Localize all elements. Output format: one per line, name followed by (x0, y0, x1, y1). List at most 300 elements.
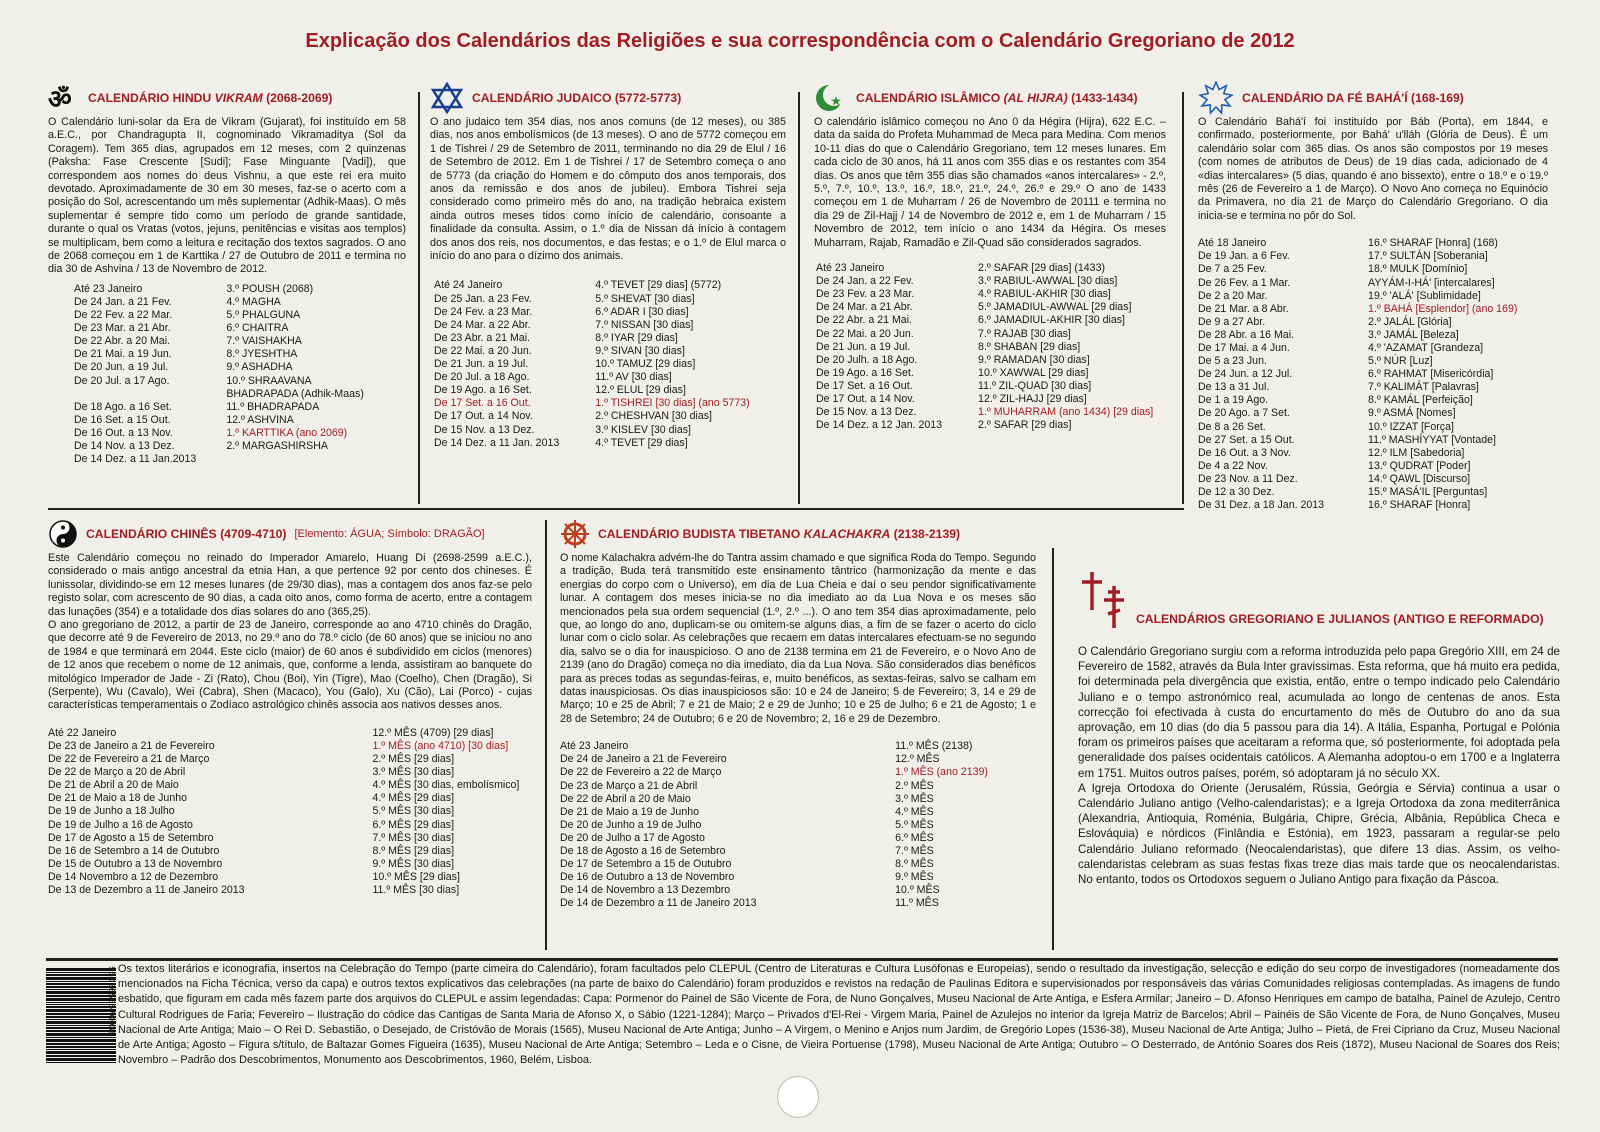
date-range-cell: De 16 Out. a 3 Nov. (1198, 446, 1291, 459)
month-cell: 2.º SAFAR [29 dias] (1433) (978, 262, 1105, 275)
month-cell: 7.º VAISHAKHA (226, 335, 302, 348)
month-cell: 12.º ELUL [29 dias] (595, 384, 686, 397)
section-text: Este Calendário começou no reinado do Imperador Amarelo, Huang Di (2698-2599 a.E.C.), considerado o mais antigo ancestral da etnia Han, a que pertence 92 por cento dos chineses. É lunissolar, dividindo-se em 12 meses lunares (de 29/30 dias), mas a contagem dos anos faz-se pelo registo solar, com acrescento de 90 dias, a cada oito anos, como forma de acerto, entre a contagem das lunações (354) e a totalidade dos dias solares do ano (365,25). (48, 552, 532, 618)
month-cell (226, 453, 364, 466)
month-cell: 8.º IYAR [29 dias] (595, 331, 678, 344)
month-cell: 2.º MÊS (895, 779, 934, 792)
month-cell: 11.º ZIL-QUAD [30 dias] (978, 379, 1092, 392)
month-cell: 4.º MAGHA (226, 295, 281, 308)
date-range-cell: De 14 Dez. a 11 Jan. 2013 (434, 436, 560, 449)
section-text: O ano judaico tem 354 dias, nos anos comuns (de 12 meses), ou 385 dias, nos anos embolísmicos (de 13 meses). O ano de 5772 começou em 1 de Tishrei / 29 de Setembro de 2011, terminando no dia 29 de Elul / 16 de Setembro de 2012. Em 1 de Tishrei / 17 de Setembro começa o ano de 5773 (da criação do Homem e do cômputo dos anos temporais, dos anos da remissão e dos anos de jubileu). Embora Tishrei seja considerado como primeiro mês do ano, na tradição hebraica existem ainda outros meses tidos como início de calendário, consoante a finalidade da consulta. Assim, o 1.º dia de Nissan dá início à contagem dos anos dos reis, nos documentos, e das festas; e o 1.º de Elul marca o início do ano para o dízimo dos animais. (430, 116, 786, 263)
table-row (434, 397, 750, 410)
month-cell: 8.º JYESHTHA (226, 348, 298, 361)
chines-month-table (48, 727, 528, 897)
table-row (74, 335, 364, 348)
table-row (74, 414, 364, 427)
table-row (816, 341, 1153, 354)
month-cell: 12.º ILM [Sabedoria] (1368, 446, 1465, 459)
date-range-cell: De 23 Nov. a 11 Dez. (1198, 472, 1298, 485)
date-range-cell: De 23 de Março a 21 de Abril (560, 779, 698, 792)
month-cell: 7.º NISSAN [30 dias] (595, 318, 694, 331)
date-range-cell: De 16 de Setembro a 14 de Outubro (48, 844, 220, 857)
table-row (434, 384, 750, 397)
divider (545, 520, 547, 950)
date-range-cell: De 7 a 25 Fev. (1198, 263, 1267, 276)
table-row (434, 410, 750, 423)
table-row (434, 319, 750, 332)
month-cell: 19.º 'ALÁ' [Sublimidade] (1368, 289, 1481, 302)
month-cell: 11.º AV [30 dias] (595, 371, 672, 384)
date-range-cell: De 17 Set. a 16 Out. (434, 397, 531, 410)
month-cell: 10.º MÊS (895, 884, 940, 897)
month-cell: 1.º MÊS (ano 2139) (895, 766, 988, 779)
month-cell: 7.º MÊS (895, 845, 934, 858)
table-row (1198, 329, 1517, 342)
month-cell: 5.º MÊS (895, 818, 934, 831)
month-cell: 3.º KISLEV [30 dias] (595, 423, 691, 436)
month-cell: 1.º BAHÁ [Esplendor] (ano 169) (1368, 302, 1518, 315)
table-row (74, 375, 364, 388)
month-cell: 9.º RAMADAN [30 dias] (978, 353, 1090, 366)
table-row (560, 806, 1000, 819)
date-range-cell: De 21 de Abril a 20 de Maio (48, 779, 179, 792)
judaico-month-table (434, 279, 750, 449)
table-row (816, 328, 1153, 341)
table-row (816, 367, 1153, 380)
divider (418, 92, 420, 504)
section-title: ॐ CALENDÁRIO HINDU VIKRAM (2068-2069) (48, 84, 406, 112)
month-cell: 3.º MÊS (895, 792, 934, 805)
month-cell: 1.º MÊS (ano 4710) [30 dias] (372, 739, 509, 752)
budista-month-table (560, 740, 1000, 910)
date-range-cell: Até 23 Janeiro (816, 262, 885, 275)
date-range-cell: De 24 Jan. a 21 Fev. (74, 295, 172, 308)
date-range-cell: De 24 Mar. a 22 Abr. (434, 318, 531, 331)
svg-text:ॐ: ॐ (48, 85, 72, 112)
date-range-cell: De 1 a 19 Ago. (1198, 394, 1269, 407)
table-row (816, 380, 1153, 393)
month-cell: 10.º MÊS [29 dias] (372, 870, 460, 883)
section-title: CALENDÁRIO ISLÂMICO (AL HIJRA) (1433-1434) (814, 84, 1166, 112)
month-cell: 17.º SULTÁN [Soberania] (1368, 250, 1488, 263)
section-subtitle: [Elemento: ÁGUA; Símbolo: DRAGÃO] (294, 528, 485, 540)
section-title: CALENDÁRIO BUDISTA TIBETANO KALACHAKRA (2138-2139) (560, 520, 1036, 548)
month-cell: 12.º ZIL-HAJJ [29 dias] (978, 393, 1087, 405)
table-row (816, 406, 1153, 419)
month-cell: 6.º JAMADIUL-AKHIR [30 dias] (978, 314, 1125, 327)
month-cell: 4.º RABIUL-AKHIR [30 dias] (978, 288, 1111, 301)
date-range-cell: De 17 Set. a 16 Out. (816, 379, 913, 392)
date-range-cell: De 17 de Setembro a 15 de Outubro (560, 858, 732, 871)
table-row (560, 884, 1000, 897)
date-range-cell: De 15 Nov. a 13 Dez. (816, 406, 917, 419)
date-range-cell: Até 23 Janeiro (74, 282, 143, 295)
month-cell: 7.º KALIMÁT [Palavras] (1368, 381, 1479, 394)
table-row (74, 296, 364, 309)
month-cell: 2.º SAFAR [29 dias] (978, 419, 1072, 432)
month-cell: 5.º SHEVAT [30 dias] (595, 292, 695, 305)
table-row (816, 262, 1153, 275)
table-row (560, 845, 1000, 858)
table-row (74, 309, 364, 322)
table-row (74, 283, 364, 296)
table-row (1198, 486, 1517, 499)
month-cell: 1.º MUHARRAM (ano 1434) [29 dias] (978, 406, 1154, 419)
section-text: O Calendário luni-solar da Era de Vikram (Gujarat), foi instituído em 58 a.E.C., por Chandragupta II, cognominado Vikramaditya (Sol da Coragem). Tem 365 dias, agrupados em 12 meses, com 2 quinzenas (Paksha: Fase Crescente [Sudi]; Fase Minguante [Vadi]), que correspondem aos nomes do deus Vishnu, a que este rei era muito devotado. Aproximadamente de 30 em 30 meses, faz-se o acerto com a posição do Sol, acrescentando um mês suplementar (Adhik-Maas). O mês suplementar é sempre tido como um período de grande santidade, durante o qual os Vratas (votos, jejuns, penitências e visitas aos templos) se multiplicam, bem como a leitura e recitação dos textos sagrados. O ano de 2068 começou em 1 de Karttika / 27 de Outubro de 2011 e termina no dia 30 de Ashvina / 13 de Novembro de 2012. (48, 116, 406, 276)
date-range-cell: De 22 de Março a 20 de Abril (48, 766, 186, 779)
date-range-cell: De 14 Novembro a 12 de Dezembro (48, 870, 219, 883)
date-range-cell: De 22 Abr. a 20 Mai. (74, 335, 170, 348)
table-row (434, 279, 750, 292)
date-range-cell: De 19 de Julho a 16 de Agosto (48, 818, 193, 831)
date-range-cell: De 21 Mar. a 8 Abr. (1198, 302, 1289, 315)
date-range-cell: Até 24 Janeiro (434, 279, 503, 292)
month-cell: 4.º TEVET [29 dias] (5772) (595, 279, 722, 292)
month-cell: 11.º BHADRAPADA (226, 400, 320, 413)
month-cell: 11.º MÊS [30 dias] (372, 884, 460, 896)
date-range-cell: De 23 de Janeiro a 21 de Fevereiro (48, 739, 215, 752)
date-range-cell: De 5 a 23 Jun. (1198, 355, 1267, 368)
date-range-cell: De 17 Out. a 14 Nov. (816, 393, 915, 405)
date-range-cell: De 18 de Agosto a 16 de Setembro (560, 845, 726, 858)
date-range-cell: De 20 Ago. a 7 Set. (1198, 407, 1290, 420)
month-cell: AYYÁM-I-HÁ' [intercalares] (1368, 276, 1495, 289)
date-range-cell: De 26 Fev. a 1 Mar. (1198, 276, 1291, 289)
date-range-cell: De 21 Jun. a 19 Jul. (816, 340, 911, 353)
table-row (1198, 460, 1517, 473)
date-range-cell: De 31 Dez. a 18 Jan. 2013 (1198, 499, 1325, 512)
date-range-cell: De 24 Mar. a 21 Abr. (816, 301, 913, 314)
date-range-cell: De 25 Jan. a 23 Fev. (434, 292, 532, 305)
section-text: O calendário islâmico começou no Ano 0 da Hégira (Hijra), 622 E.C. – data da saída do Profeta Muhammad de Meca para Medina. Com menos 10-11 dias do que o Calendário Gregoriano, tem 12 meses lunares. Em cada ciclo de 30 anos, há 11 anos com 355 dias e os restantes com 354 dias. Os anos que têm 355 dias são chamados «anos intercalares» - 2.º, 5.º, 7.º, 10.º, 13.º, 16.º, 18.º, 21.º, 24.º, 26.º e 29.º O ano de 1433 começou em 1 de Muharram / 26 de Novembro de 20111 e termina no dia 29 de Zil-Hajj / 14 de Novembro de 2012 e, em 1 de Muharram / 15 Novembro de 2012, tem início o ano 1434 da Hégira. Os meses Muharram, Rajab, Ramadão e Zil-Quad são considerados sagrados. (814, 116, 1166, 249)
month-cell: 4.º MÊS [30 dias, embolísmico] (372, 779, 520, 792)
table-row (1198, 250, 1517, 263)
table-row (74, 427, 364, 440)
table-row (560, 780, 1000, 793)
month-cell: 16.º SHARAF [Honra] (168) (1368, 237, 1498, 250)
month-cell: 5.º PHALGUNA (226, 309, 301, 322)
islamico-month-table (816, 262, 1153, 432)
divider (1182, 92, 1184, 504)
date-range-cell: De 14 Dez. a 11 Jan.2013 (74, 453, 197, 466)
month-cell: 7.º MÊS [30 dias] (372, 831, 455, 844)
date-range-cell (74, 388, 226, 401)
table-row (560, 819, 1000, 832)
bahai-month-table (1198, 237, 1517, 512)
dharma-wheel-icon (560, 519, 590, 549)
date-range-cell: De 22 de Abril a 20 de Maio (560, 792, 691, 805)
nine-point-star-icon (1198, 81, 1234, 115)
table-row (48, 805, 528, 818)
month-cell: 3.º POUSH (2068) (226, 282, 314, 295)
table-row (48, 779, 528, 792)
month-cell: 6.º MÊS [29 dias] (372, 818, 455, 831)
month-cell: 6.º ADAR I [30 dias] (595, 305, 689, 318)
month-cell: 5.º NÚR [Luz] (1368, 355, 1433, 368)
month-cell: 8.º MÊS (895, 858, 934, 871)
table-row (1198, 316, 1517, 329)
section-text: O Calendário Bahá'í foi instituído por Báb (Porta), em 1844, e confirmado, posteriormente, por Bahá' u'lláh (Glória de Deus). É um calendário solar com 365 dias. Os anos são compostos por 19 meses (com nomes de atributos de Deus) de 19 dias cada, adicionado de 4 «dias intercalares» (5 dias, quando é ano bissexto), entre o 18.º e o 19.º mês (26 de Fevereiro a 1 de Março). O Novo Ano começa no Equinócio da Primavera, no dia 21 de Março do Calendário Gregoriano. O dia inicia-se e termina no pôr do Sol. (1198, 116, 1548, 222)
table-row (1198, 421, 1517, 434)
month-cell: 11.º MASHÍYYAT [Vontade] (1368, 433, 1496, 446)
hindu-month-table (74, 283, 364, 466)
table-row (1198, 394, 1517, 407)
month-cell: 4.º 'AZAMAT [Grandeza] (1368, 342, 1484, 354)
month-cell: 2.º MÊS [29 dias] (372, 753, 455, 766)
table-row (560, 871, 1000, 884)
section-bahai (1198, 84, 1548, 512)
table-row (74, 322, 364, 335)
table-row (48, 858, 528, 871)
month-cell: 1.º TISHREI [30 dias] (ano 5773) (595, 397, 750, 410)
date-range-cell: Até 22 Janeiro (48, 726, 117, 739)
month-cell: 3.º JAMÁL [Beleza] (1368, 328, 1459, 341)
table-row (48, 753, 528, 766)
section-title: CALENDÁRIO JUDAICO (5772-5773) (430, 84, 786, 112)
month-cell: 5.º JAMADIUL-AWWAL [29 dias] (978, 301, 1132, 314)
table-row (1198, 381, 1517, 394)
date-range-cell: Até 23 Janeiro (560, 740, 629, 753)
date-range-cell: De 20 de Julho a 17 de Agosto (560, 831, 705, 844)
month-cell: 7.º RAJAB [30 dias] (978, 327, 1071, 340)
table-row (816, 419, 1153, 432)
month-cell: 16.º SHARAF [Honra] (1368, 499, 1471, 512)
month-cell: 15.º MASÁ'IL [Perguntas] (1368, 486, 1488, 499)
table-row (74, 401, 364, 414)
month-cell: 8.º MÊS [29 dias] (372, 844, 455, 857)
date-range-cell: De 24 Fev. a 23 Mar. (434, 305, 533, 318)
month-cell: 12.º ASHVINA (226, 413, 294, 426)
date-range-cell: De 2 a 20 Mar. (1198, 289, 1268, 302)
date-range-cell: De 20 Jun. a 19 Jul. (74, 361, 169, 374)
date-range-cell: De 24 Jun. a 12 Jul. (1198, 368, 1293, 381)
om-icon (48, 84, 80, 112)
date-range-cell: De 16 Set. a 15 Out. (74, 413, 171, 426)
section-islamico (814, 84, 1166, 432)
table-row (1198, 368, 1517, 381)
table-row (48, 766, 528, 779)
month-cell: 9.º MÊS [30 dias] (372, 857, 455, 870)
date-range-cell: De 15 Nov. a 13 Dez. (434, 423, 535, 436)
table-row (1198, 473, 1517, 486)
date-range-cell: De 21 Mai. a 19 Jun. (74, 348, 172, 361)
date-range-cell: De 24 de Janeiro a 21 de Fevereiro (560, 753, 727, 766)
date-range-cell: De 17 Out. a 14 Nov. (434, 410, 533, 423)
table-row (434, 371, 750, 384)
table-row (816, 314, 1153, 327)
month-cell: 10.º SHRAAVANA (226, 374, 312, 387)
table-row (74, 361, 364, 374)
month-cell: 13.º QUDRAT [Poder] (1368, 459, 1471, 472)
section-hindu (48, 84, 406, 466)
month-cell: 6.º MÊS (895, 831, 934, 844)
date-range-cell: De 8 a 26 Set. (1198, 420, 1266, 433)
month-cell: 8.º KAMÁL [Perfeição] (1368, 394, 1473, 407)
section-title: CALENDÁRIO CHINÊS (4709-4710) [Elemento: ÁGUA; Símbolo: DRAGÃO] (48, 520, 532, 548)
table-row (1198, 263, 1517, 276)
table-row (560, 766, 1000, 779)
month-cell: 18.º MULK [Domínio] (1368, 263, 1468, 276)
date-range-cell: De 16 Out. a 13 Nov. (74, 426, 173, 439)
table-row (816, 288, 1153, 301)
table-row (48, 740, 528, 753)
month-cell: 9.º SIVAN [30 dias] (595, 344, 685, 357)
date-range-cell: De 19 de Junho a 18 Julho (48, 805, 175, 818)
crescent-icon (814, 82, 848, 114)
section-text: O Calendário Gregoriano surgiu com a reforma introduzida pelo papa Gregório XIII, em 24 de Fevereiro de 1582, através da Bula Inter gravissimas. Esta reforma, que há muito era pedida, foi determinada pela divergência que existia, então, entre o tempo indicado pelo Calendário Juliano e o tempo astronómico real, acumulada ao longo de centenas de anos. Esta correcção foi efectivada à custa do encurtamento do mês de Outubro do ano da sua aprovação, em 10 dias (do dia 5 passou para dia 14). A Itália, Espanha, Portugal e Polónia foram os primeiros países que aceitaram a reforma que, só posteriormente, foi adoptada pela generalidade dos países ocidentais católicos. A Alemanha adoptou-o em 1700 e a Inglaterra em 1751. Muitos outros países, porém, só adoptaram já no século XX. (1078, 645, 1560, 780)
date-range-cell: De 23 Abr. a 21 Mai. (434, 331, 530, 344)
table-row (560, 740, 1000, 753)
month-cell: 11.º MÊS (895, 897, 939, 910)
section-budista (560, 520, 1036, 911)
date-range-cell: De 14 de Novembro a 13 Dezembro (560, 884, 731, 897)
date-range-cell: De 14 de Dezembro a 11 de Janeiro 2013 (560, 897, 757, 910)
table-row (48, 871, 528, 884)
month-cell: 11.º MÊS (2138) (895, 740, 973, 753)
table-row (434, 358, 750, 371)
table-row (560, 897, 1000, 910)
date-range-cell: De 4 a 22 Nov. (1198, 459, 1268, 472)
month-cell: 9.º ASHADHA (226, 361, 293, 374)
table-row (1198, 434, 1517, 447)
date-range-cell: De 21 de Maio a 18 de Junho (48, 792, 187, 805)
date-range-cell: De 19 Ago. a 16 Set. (816, 366, 914, 379)
table-row (560, 858, 1000, 871)
section-chines (48, 520, 532, 897)
month-cell: 12.º MÊS (4709) [29 dias] (372, 726, 494, 739)
table-row (816, 301, 1153, 314)
date-range-cell: De 21 Jun. a 19 Jul. (434, 358, 529, 371)
date-range-cell: De 15 de Outubro a 13 de Novembro (48, 857, 223, 870)
month-cell: 1.º KARTTIKA (ano 2069) (226, 426, 348, 439)
section-text: A Igreja Ortodoxa do Oriente (Jerusalém, Rússia, Geórgia e Sérvia) continua a usar o Calendário Juliano antigo (Velho-calendaristas); e a Igreja Ortodoxa da zona mediterrânica (Alexandria, Antioquia, Roménia, Bulgária, Chipre, Grécia, Albânia, República Checa e Eslováquia) e nórdicos (Finlândia e Estónia), em 1923, passaram a regular-se pelo Calendário Juliano reformado (Neocalendaristas), que difere 13 dias. Assim, os velho-calendaristas celebram as suas festas fixas treze dias mais tarde que os neocalendaristas. No entanto, todos os Ortodoxos seguem o Juliano Antigo para fixação da Páscoa. (1078, 781, 1560, 887)
table-row (1198, 277, 1517, 290)
orthodox-crosses-icon (1078, 570, 1128, 630)
date-range-cell: De 21 de Maio a 19 de Junho (560, 805, 699, 818)
table-row (1198, 407, 1517, 420)
date-range-cell: De 19 Jan. a 6 Fev. (1198, 250, 1290, 263)
date-range-cell: De 20 Jul. a 18 Ago. (434, 371, 530, 384)
table-row (74, 440, 364, 453)
date-range-cell: Até 18 Janeiro (1198, 237, 1267, 250)
yin-yang-icon (48, 519, 78, 549)
month-cell: 10.º TAMUZ [29 dias] (595, 358, 696, 371)
table-row (434, 437, 750, 450)
month-cell: 14.º QAWL [Discurso] (1368, 472, 1471, 485)
table-row (74, 453, 364, 466)
date-range-cell: De 20 Julh. a 18 Ago. (816, 353, 918, 366)
table-row (1198, 447, 1517, 460)
hanging-hole (777, 1076, 819, 1118)
barcode-number: 5603658570038 (106, 966, 116, 1037)
table-row (1198, 290, 1517, 303)
table-row (434, 293, 750, 306)
month-cell: BHADRAPADA (Adhik-Maas) (226, 387, 364, 400)
month-cell: 6.º RAHMAT [Misericórdia] (1368, 368, 1494, 381)
table-row (48, 845, 528, 858)
section-judaico (430, 84, 786, 450)
month-cell: 2.º CHESHVAN [30 dias] (595, 410, 712, 423)
divider (1052, 548, 1054, 950)
date-range-cell: De 13 a 31 Jul. (1198, 381, 1270, 394)
table-row (74, 388, 364, 401)
table-row (1198, 237, 1517, 250)
table-row (816, 354, 1153, 367)
date-range-cell: De 22 Mai. a 20 Jun. (434, 344, 532, 357)
date-range-cell: De 22 Mai. a 20 Jun. (816, 327, 914, 340)
date-range-cell: De 17 de Agosto a 15 de Setembro (48, 831, 214, 844)
date-range-cell: De 14 Nov. a 13 Dez. (74, 440, 175, 452)
table-row (48, 792, 528, 805)
month-cell: 4.º MÊS (895, 805, 934, 818)
date-range-cell: De 14 Dez. a 12 Jan. 2013 (816, 419, 943, 432)
page-title: Explicação dos Calendários das Religiões e sua correspondência com o Calendário Gregoriano de 2012 (305, 30, 1295, 52)
table-row (560, 832, 1000, 845)
month-cell: 9.º MÊS (895, 871, 934, 884)
table-row (48, 832, 528, 845)
month-cell: 6.º CHAITRA (226, 322, 289, 335)
month-cell: 4.º MÊS [29 dias] (372, 792, 455, 805)
table-row (48, 727, 528, 740)
date-range-cell: De 19 Ago. a 16 Set. (434, 384, 532, 397)
divider (798, 92, 800, 504)
date-range-cell: De 23 Mar. a 21 Abr. (74, 322, 171, 335)
table-row (434, 345, 750, 358)
table-row (816, 275, 1153, 288)
month-cell: 3.º MÊS [30 dias] (372, 766, 455, 779)
table-row (560, 793, 1000, 806)
date-range-cell: De 22 de Fevereiro a 22 de Março (560, 766, 722, 779)
date-range-cell: De 23 Fev. a 23 Mar. (816, 288, 915, 301)
table-row (1198, 499, 1517, 512)
section-text: O nome Kalachakra advém-lhe do Tantra assim chamado e que significa Roda do Tempo. Segundo a tradição, Buda terá transmitido este ensinamento tântrico (harmonização da mente e das energias do corpo com o Universo), em dia de Lua Cheia e daí o seu pendor significativamente lunar. A contagem dos meses inicia-se no dia imediato ao da Lua Nova e os meses são mencionados pela sua ordem sequencial (1.º, 2.º ...). O ano tem 354 dias aproximadamente, pelo que, ao longo do ano, duplicam-se ou omitem-se alguns dias, a fim de se fazer o acerto do ciclo lunar com o ciclo solar. As celebrações que recaem em datas intercalares efectuam-se no segundo dia, salvo se o dia for inauspicioso. O ano de 2138 termina em 21 de Fevereiro, e o Novo Ano de 2139 (ano do Dragão) começa no dia imediato, dia da Lua Nova. São considerados dias benéficos para as preces todas as segundas-feiras, e, muito benéficos, as sextas-feiras, salvo se calham em datas inauspiciosas. Os dias inauspiciosos são: 10 e 24 de Janeiro; 5 de Fevereiro; 3, 14 e 29 de Março; 10 e 25 de Abril; 7 e 21 de Maio; 2 e 29 de Junho; 10 e 25 de Julho; 6 e 21 de Agosto; 1 e 28 de Setembro; 24 de Outubro; 6 e 20 de Novembro; 2, 16 e 29 de Dezembro. (560, 552, 1036, 725)
section-title: CALENDÁRIOS GREGORIANO E JULIANOS (ANTIGO E REFORMADO) (1078, 570, 1560, 630)
star-of-david-icon (430, 82, 464, 114)
section-gregoriano (1078, 570, 1560, 887)
divider (48, 508, 1184, 510)
table-row (1198, 342, 1517, 355)
month-cell: 10.º XAWWAL [29 dias] (978, 366, 1089, 379)
date-range-cell: De 16 de Outubro a 13 de Novembro (560, 871, 735, 884)
date-range-cell: De 27 Set. a 15 Out. (1198, 433, 1295, 446)
section-text: O ano gregoriano de 2012, a partir de 23 de Janeiro, corresponde ao ano 4710 chinês do Dragão, que decorre até 9 de Fevereiro de 2013, no 29.º ano do 78.º ciclo (de 60 anos) que se iniciou no ano de 1984 e que terminará em 2044. Este ciclo (maior) de 60 anos é subdividido em ciclos (menores) de 12 anos que recebem o nome de 12 animais, que, conforme a lenda, assistiram ao banquete do mitológico Imperador de Jade - Zi (Rato), Chou (Boi), Yin (Tigre), Mao (Coelho), Chen (Dragão), Si (Serpente), Wu (Cavalo), Wei (Cabra), Shen (Macaco), You (Galo), Xu (Cão), Lai (Porco) - cujas características temperamentais o Zodíaco astrológico chinês associa aos nativos desses anos. (48, 619, 532, 712)
month-cell: 2.º MARGASHIRSHA (226, 440, 328, 452)
table-row (48, 819, 528, 832)
footer-credits: Os textos literários e iconografia, insertos na Celebração do Tempo (parte cimeira do Calendário), foram facultados pelo CLEPUL (Centro de Literaturas e Cultura Lusófonas e Europeias), sendo o resultado da investigação, selecção e edição do seu corpo de investigadores (nomeadamente dos mencionados na Ficha Técnica, verso da capa) e outros textos explicativos das celebrações (na parte de baixo do Calendário) foram produzidos e revistos na redação de Paulinas Editora e supervisionados por responsáveis das várias Comunidades religiosas contempladas. As imagens de fundo esbatido, que figuram em cada mês fazem parte dos arquivos do CLEPUL e assim legendadas: Capa: Pormenor do Painel de São Vicente de Fora, de Nuno Gonçalves, Museu Nacional de Arte Antiga, e Esfera Armilar; Janeiro – D. Afonso Henriques em campo de batalha, Painel de Azulejo, Centro Cultural Rodrigues de Faria; Fevereiro – Ilustração do códice das Cantigas de Santa Maria de Afonso X, o Sábio (1221-1284); Março – Privados d'El-Rei - Virgem Maria, Painel de Azulejos no interior da Igreja Matriz de Barcelos; Abril – Painéis de São Vicente de Fora, de Nuno Gonçalves, Museu Nacional de Arte Antiga; Maio – O Rei D. Sebastião, o Desejado, de Cristóvão de Morais (1565), Museu Nacional de Arte Antiga; Junho – A Virgem, o Menino e Anjos num Jardim, de Gregório Lopes (1536-38), Museu Nacional de Arte Antiga; Julho – Pietá, de Frei Cipriano da Cruz, Museu Nacional de Arte Antiga; Agosto – Figura s/título, de Baltazar Gomes Figueira (1635), Museu Nacional de Arte Antiga; Setembro – Leda e o Cisne, de Vieira Portuense (1798), Museu Nacional de Arte Antiga; Outubro – O Desterrado, de António Soares dos Reis (1872), Museu Nacional de Soares dos Reis; Novembro – Padrão dos Descobrimentos, Monumento aos Descobrimentos, 1960, Belém, Lisboa. (118, 963, 1560, 1067)
table-row (1198, 303, 1517, 316)
date-range-cell: De 24 Jan. a 22 Fev. (816, 275, 914, 288)
table-row (434, 332, 750, 345)
month-cell: 8.º SHABAN [29 dias] (978, 340, 1081, 353)
date-range-cell: De 20 de Junho a 19 de Julho (560, 818, 702, 831)
table-row (74, 348, 364, 361)
date-range-cell: De 20 Jul. a 17 Ago. (74, 374, 170, 387)
month-cell: 5.º MÊS [30 dias] (372, 805, 455, 818)
date-range-cell: De 17 Mai. a 4 Jun. (1198, 342, 1290, 354)
month-cell: 2.º JALÁL [Glória] (1368, 315, 1452, 328)
month-cell: 4.º TEVET [29 dias] (595, 436, 688, 449)
month-cell: 9.º ASMÁ [Nomes] (1368, 407, 1456, 420)
month-cell: 3.º RABIUL-AWWAL [30 dias] (978, 275, 1118, 288)
date-range-cell: De 22 Fev. a 22 Mar. (74, 309, 173, 322)
table-row (434, 424, 750, 437)
table-row (48, 884, 528, 897)
date-range-cell: De 9 a 27 Abr. (1198, 315, 1266, 328)
month-cell: 12.º MÊS (895, 753, 940, 766)
date-range-cell: De 22 Abr. a 21 Mai. (816, 314, 912, 327)
month-cell: 10.º IZZAT [Força] (1368, 420, 1454, 433)
date-range-cell: De 12 a 30 Dez. (1198, 486, 1275, 499)
